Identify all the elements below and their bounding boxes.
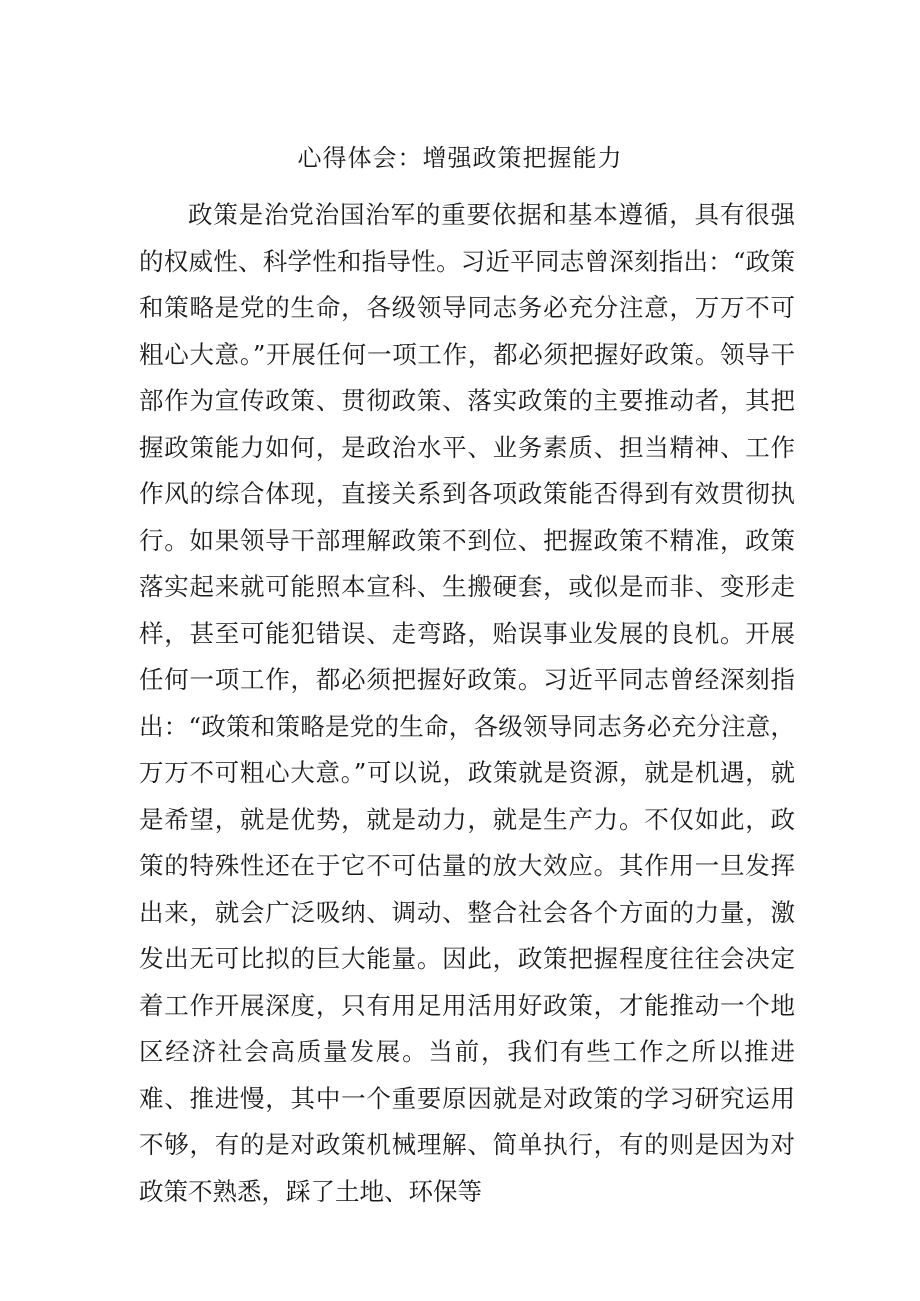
body-paragraph: 政策是治党治国治军的重要依据和基本遵循，具有很强的权威性、科学性和指导性。习近平同志曾深刻指出：“政策和策略是党的生命，各级领导同志务必充分注意，万万不可粗心大意。”开展任何一项工作，都必须把握好政策。领导干部作为宣传政策、贯彻政策、落实政策的主要推动者，其把握政策能力如何，是政治水平、业务素质、担当精神、工作作风的综合体现，直接关系到各项政策能否得到有效贯彻执行。如果领导干部理解政策不到位、把握政策不精准，政策落实起来就可能照本宣科、生搬硬套，或似是而非、变形走样，甚至可能犯错误、走弯路，贻误事业发展的良机。开展任何一项工作，都必须把握好政策。习近平同志曾经深刻指出：“政策和策略是党的生命，各级领导同志务必充分注意，万万不可粗心大意。”可以说，政策就是资源，就是机遇，就是希望，就是优势，就是动力，就是生产力。不仅如此，政策的特殊性还在于它不可估量的放大效应。其作用一旦发挥出来，就会广泛吸纳、调动、整合社会各个方面的力量，激发出无可比拟的巨大能量。因此，政策把握程度往往会决定着工作开展深度，只有用足用活用好政策，才能推动一个地区经济社会高质量发展。当前，我们有些工作之所以推进难、推进慢，其中一个重要原因就是对政策的学习研究运用不够，有的是对政策机械理解、简单执行，有的则是因为对政策不熟悉，踩了土地、环保等 [139, 200, 795, 1206]
document-title: 心得体会：增强政策把握能力 [297, 144, 623, 172]
